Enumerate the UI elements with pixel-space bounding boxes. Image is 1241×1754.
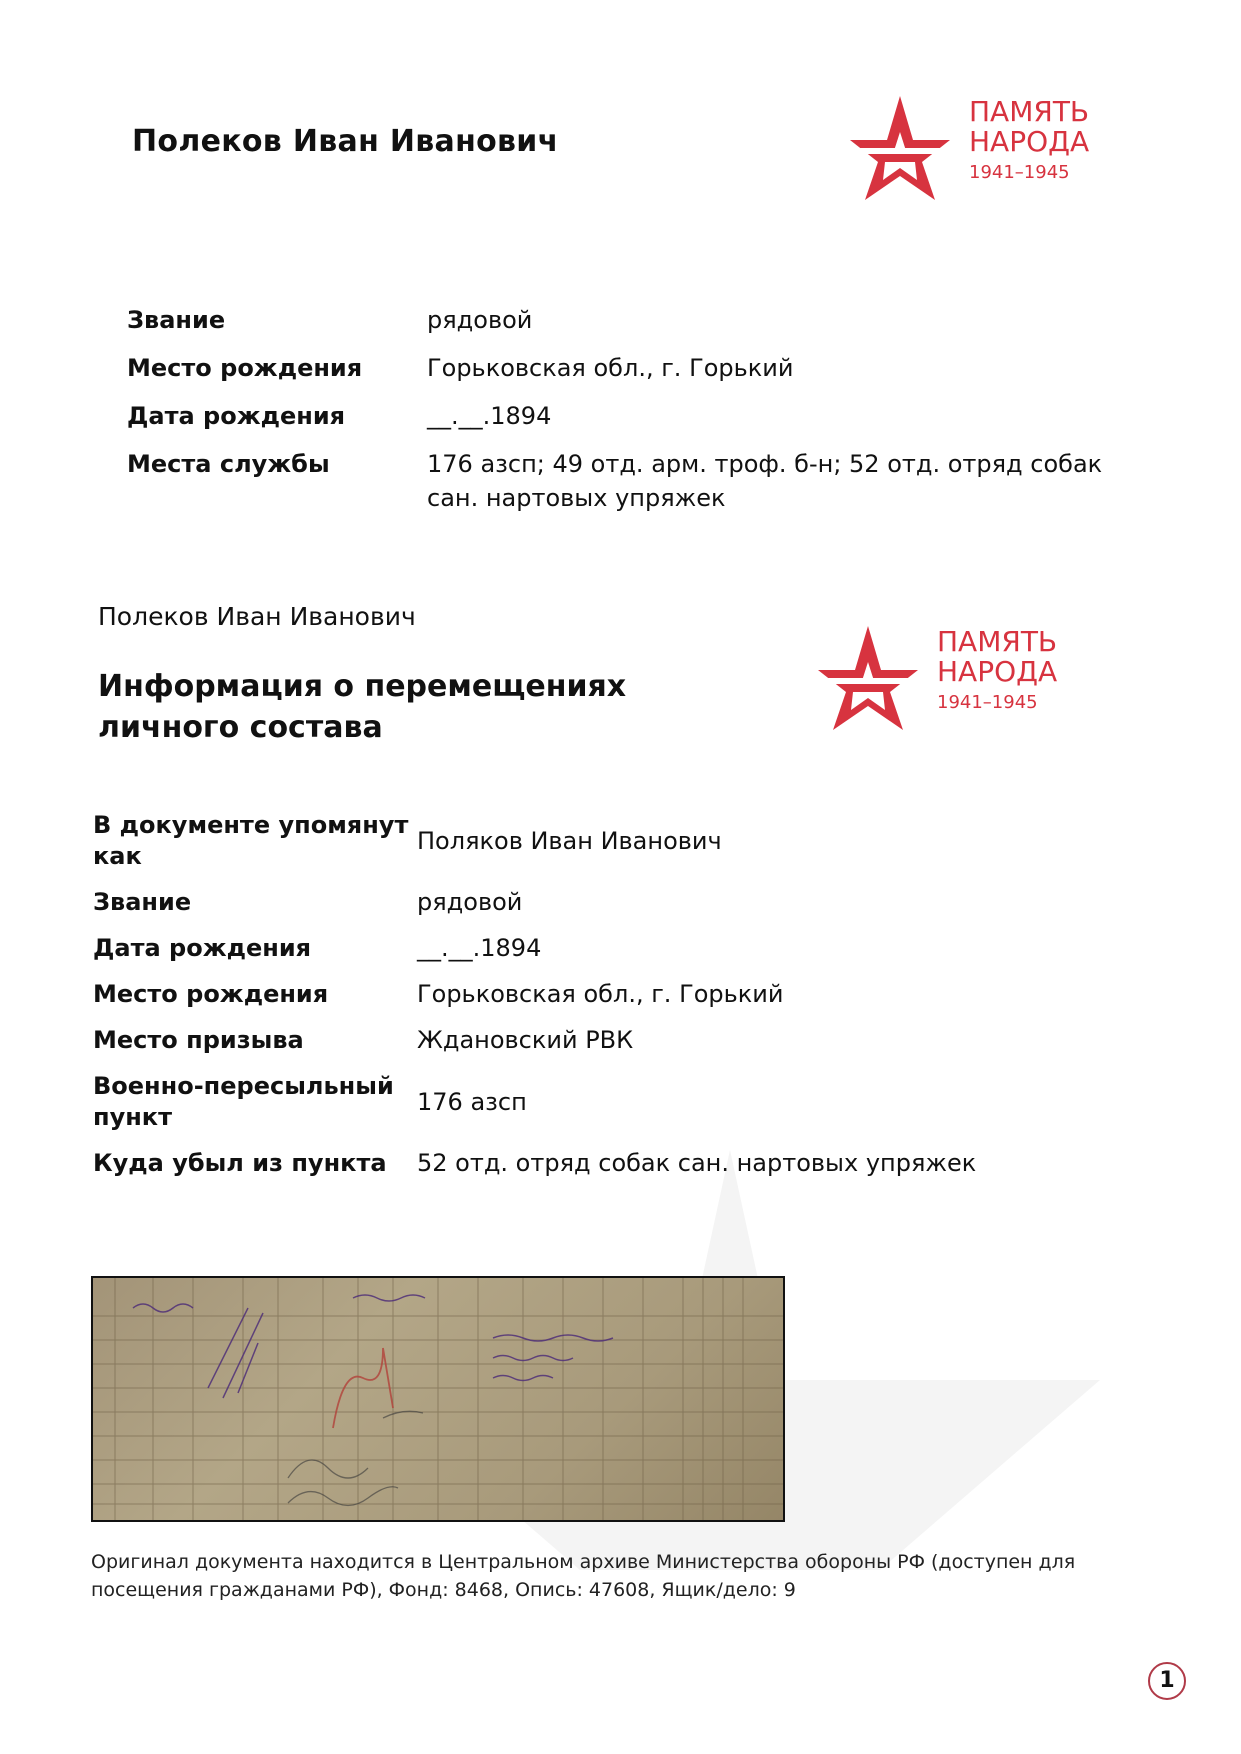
summary-row-service [127, 447, 1117, 515]
movement-row-rank [93, 887, 1093, 918]
section-title: Информация о перемещениях личного состава [98, 669, 627, 745]
archive-source-note: Оригинал документа находится в Центральном архиве Министерства обороны РФ (доступен для посещения гражданами РФ), Фонд: 8468, Опись: 47608, Ящик/дело: 9 [91, 1551, 1076, 1601]
logo-line-2: НАРОДА [969, 125, 1090, 158]
archival-document-scan [91, 1276, 785, 1522]
field-label: Звание [93, 888, 192, 916]
field-label: Куда убыл из пункта [93, 1149, 387, 1177]
movement-row-birthplace [93, 979, 1093, 1010]
summary-row-rank [127, 303, 1117, 337]
pamyat-naroda-logo [845, 92, 1115, 202]
logo-line-2: НАРОДА [937, 655, 1058, 688]
summary-table [127, 303, 1117, 529]
field-label: Звание [127, 306, 226, 334]
logo-line-1: ПАМЯТЬ [937, 625, 1058, 658]
field-value: Ждановский РВК [417, 1026, 634, 1054]
field-value: 176 азсп [417, 1088, 527, 1116]
pamyat-naroda-logo [813, 622, 1083, 732]
field-label: Места службы [127, 450, 330, 478]
field-value: 176 азсп; 49 отд. арм. троф. б-н; 52 отд. отряд собак сан. нартовых упряжек [427, 450, 1103, 512]
section-person-name: Полеков Иван Иванович [98, 602, 416, 631]
summary-row-birthdate [127, 399, 1117, 433]
logo-line-1: ПАМЯТЬ [969, 95, 1090, 128]
logo-years: 1941–1945 [937, 692, 1038, 713]
field-value: Горьковская обл., г. Горький [427, 354, 794, 382]
movement-row-destination [93, 1148, 1093, 1179]
field-value: __.__.1894 [427, 402, 552, 430]
ledger-grid [93, 1278, 783, 1520]
field-label: Дата рождения [93, 934, 312, 962]
logo-years: 1941–1945 [969, 162, 1070, 183]
field-value: рядовой [427, 306, 533, 334]
movement-table [93, 810, 1093, 1194]
field-value: Горьковская обл., г. Горький [417, 980, 784, 1008]
field-value: __.__.1894 [417, 934, 542, 962]
summary-row-birthplace [127, 351, 1117, 385]
page-number: 1 [1148, 1662, 1186, 1700]
field-label: Военно-пересыльный пункт [93, 1072, 394, 1131]
red-star-icon [813, 622, 923, 732]
field-value: рядовой [417, 888, 523, 916]
field-label: Место рождения [93, 980, 329, 1008]
field-value: 52 отд. отряд собак сан. нартовых упряжек [417, 1149, 977, 1177]
movement-row-mentioned-as [93, 810, 1093, 872]
movement-row-transit-point [93, 1071, 1093, 1133]
red-star-icon [845, 92, 955, 202]
field-label: Место рождения [127, 354, 363, 382]
field-value: Поляков Иван Иванович [417, 827, 722, 855]
field-label: В документе упомянут как [93, 811, 409, 870]
movement-row-birthdate [93, 933, 1093, 964]
page-title: Полеков Иван Иванович [132, 124, 559, 159]
movement-row-conscription [93, 1025, 1093, 1056]
field-label: Дата рождения [127, 402, 346, 430]
field-label: Место призыва [93, 1026, 304, 1054]
